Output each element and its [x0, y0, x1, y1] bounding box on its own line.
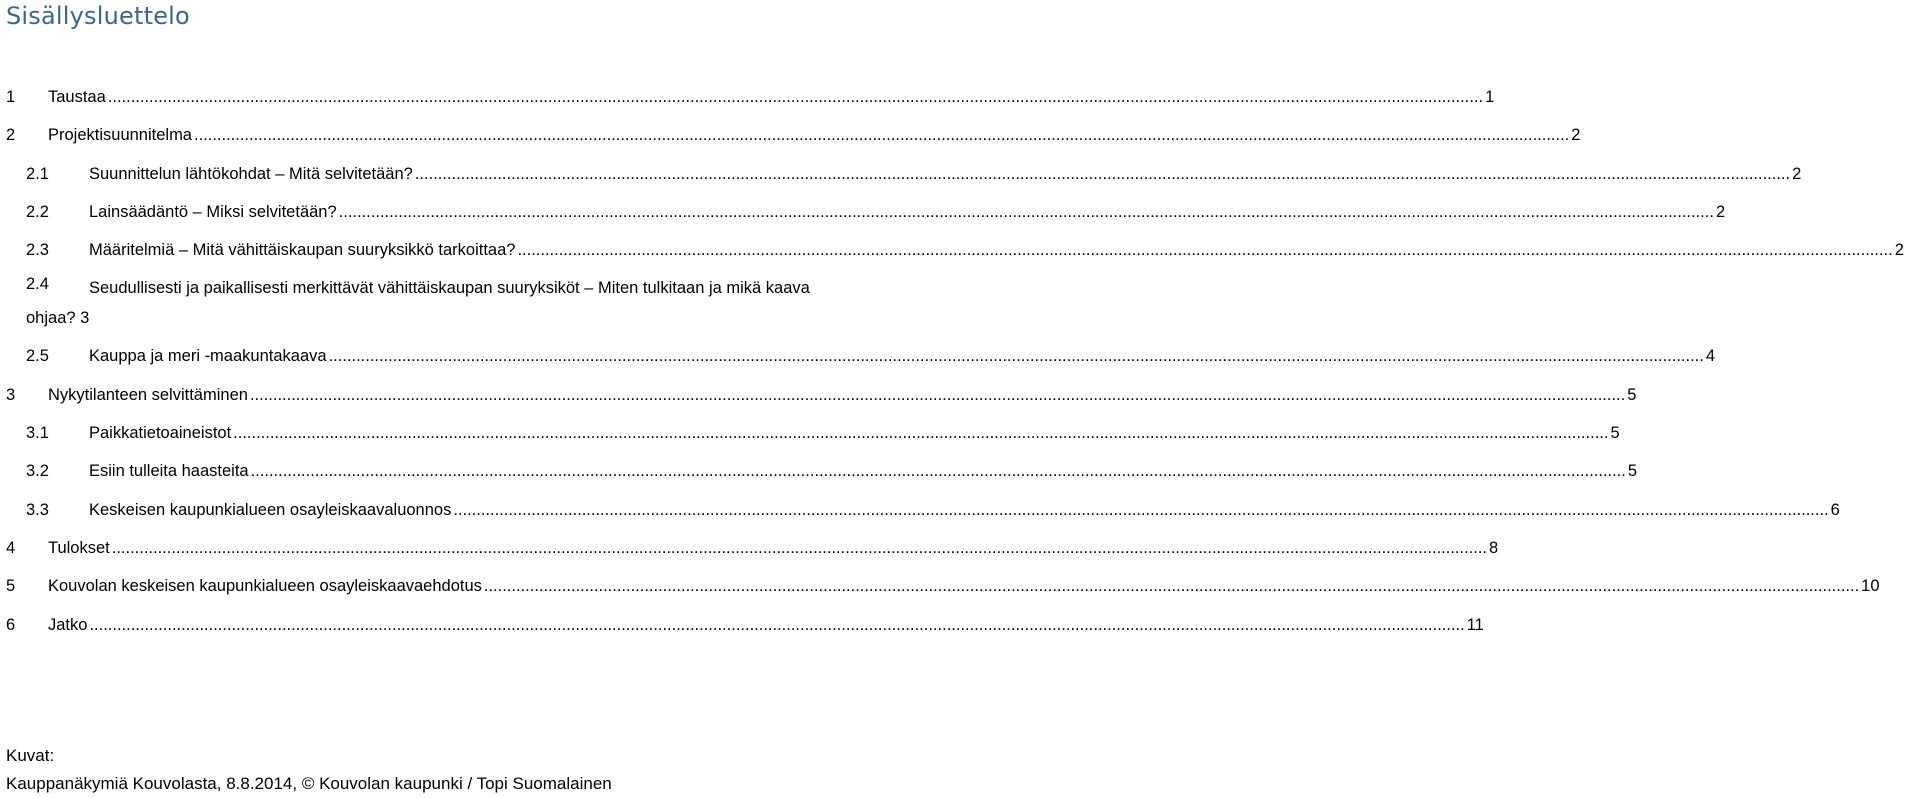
toc-page: 10 [1861, 577, 1880, 596]
toc-leader: ............................................................................................................................................................................................................................................................................................................ [107, 88, 1484, 106]
toc-text: Tulokset [48, 538, 110, 557]
toc-page: 1 [1485, 88, 1495, 106]
toc-entry[interactable] [0, 414, 1620, 452]
toc-page: 2 [1894, 241, 1904, 260]
toc-entry[interactable] [0, 376, 1637, 414]
toc-entry[interactable] [0, 491, 1840, 529]
toc-text: Määritelmiä – Mitä vähittäiskaupan suuryksikkö tarkoittaa? [89, 241, 516, 260]
toc-entry[interactable] [0, 337, 1716, 375]
credits-label: Kuvat: [6, 746, 55, 765]
toc-leader: ............................................................................................................................................................................................................................................................................................................ [517, 241, 1893, 260]
toc-number: 3.2 [26, 462, 49, 481]
toc-page: 5 [1610, 424, 1620, 443]
toc-page: 11 [1466, 615, 1484, 634]
toc-entry[interactable] [0, 529, 1499, 567]
toc-number: 1 [6, 88, 16, 106]
toc-text: Projektisuunnitelma [48, 126, 192, 145]
page-title: Sisällysluettelo [6, 2, 190, 30]
toc-number: 3.1 [26, 424, 49, 443]
toc-text: Kouvolan keskeisen kaupunkialueen osayleiskaavaehdotus [48, 577, 482, 596]
toc-leader: ............................................................................................................................................................................................................................................................................................................ [111, 538, 1488, 557]
toc-leader: ............................................................................................................................................................................................................................................................................................................ [483, 577, 1860, 596]
table-of-contents [0, 78, 1904, 644]
toc-number: 2.4 [26, 275, 49, 294]
toc-entry[interactable] [0, 193, 1726, 231]
toc-number: 3 [6, 385, 16, 404]
toc-number: 2.1 [26, 164, 49, 183]
toc-entry[interactable] [0, 116, 1581, 154]
toc-text: Paikkatietoaineistot [89, 424, 232, 443]
toc-leader: ............................................................................................................................................................................................................................................................................................................ [453, 500, 1829, 519]
toc-text: Esiin tulleita haasteita [89, 462, 249, 481]
toc-text: Taustaa [48, 88, 106, 106]
toc-leader: ............................................................................................................................................................................................................................................................................................................ [414, 164, 1791, 183]
toc-text: Suunnittelun lähtökohdat – Mitä selvitetään? [89, 164, 413, 183]
toc-entry[interactable] [0, 78, 1495, 116]
toc-page: 5 [1627, 385, 1637, 404]
toc-entry[interactable] [0, 606, 1484, 644]
toc-entry[interactable] [0, 155, 1802, 193]
toc-leader: ............................................................................................................................................................................................................................................................................................................ [89, 615, 1465, 634]
toc-leader: ............................................................................................................................................................................................................................................................................................................ [328, 347, 1704, 366]
toc-text-continuation: ohjaa? 3 [26, 309, 90, 328]
toc-text: Seudullisesti ja paikallisesti merkittävät vähittäiskaupan suuryksiköt – Miten tulkitaan ja mikä kaava [89, 279, 810, 298]
toc-page: 2 [1715, 202, 1726, 221]
image-credits [6, 742, 612, 798]
toc-page: 6 [1830, 500, 1840, 519]
toc-number: 2.2 [26, 202, 49, 221]
credits-caption: Kauppanäkymiä Kouvolasta, 8.8.2014, © Kouvolan kaupunki / Topi Suomalainen [6, 774, 612, 793]
toc-number: 2.3 [26, 241, 49, 260]
toc-text: Nykytilanteen selvittäminen [48, 385, 248, 404]
toc-leader: ............................................................................................................................................................................................................................................................................................................ [250, 462, 1626, 481]
toc-entry[interactable] [0, 452, 1638, 490]
toc-number: 6 [6, 615, 16, 634]
toc-number: 3.3 [26, 500, 49, 519]
toc-page: 2 [1571, 126, 1581, 145]
toc-page: 4 [1705, 347, 1716, 366]
toc-leader: ............................................................................................................................................................................................................................................................................................................ [194, 126, 1570, 145]
toc-entry[interactable] [0, 231, 1904, 269]
toc-page: 8 [1489, 538, 1499, 557]
toc-text: Kauppa ja meri -maakuntakaava [89, 347, 327, 366]
toc-number: 2.5 [26, 347, 49, 366]
toc-page: 5 [1627, 462, 1638, 481]
toc-text: Lainsäädäntö – Miksi selvitetään? [89, 202, 337, 221]
toc-entry[interactable] [0, 269, 960, 337]
toc-text: Jatko [48, 615, 88, 634]
toc-leader: ............................................................................................................................................................................................................................................................................................................ [249, 385, 1626, 404]
toc-entry[interactable] [0, 567, 1880, 605]
toc-number: 2 [6, 126, 16, 145]
toc-leader: ............................................................................................................................................................................................................................................................................................................ [233, 424, 1609, 443]
toc-number: 4 [6, 538, 16, 557]
toc-leader: ............................................................................................................................................................................................................................................................................................................ [338, 202, 1714, 221]
toc-text: Keskeisen kaupunkialueen osayleiskaavaluonnos [89, 500, 452, 519]
toc-number: 5 [6, 577, 16, 596]
toc-page: 2 [1792, 164, 1802, 183]
